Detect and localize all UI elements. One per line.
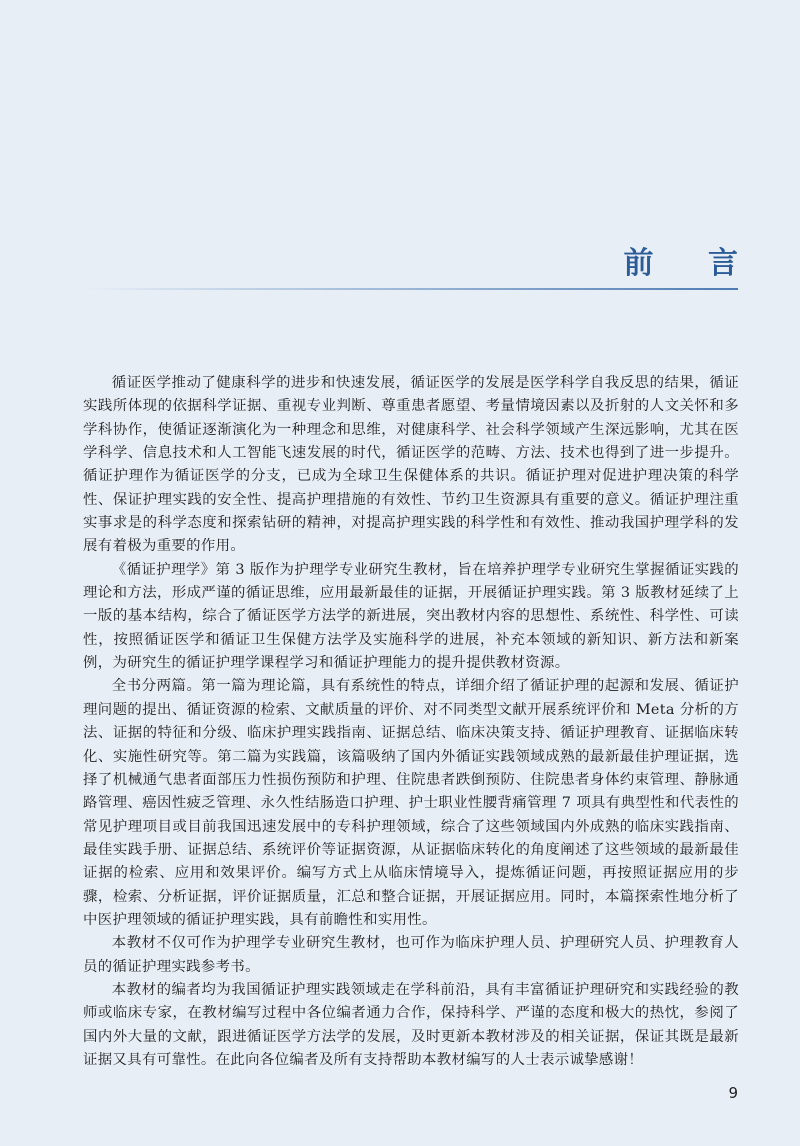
paragraph-5: 本教材的编者均为我国循证护理实践领域走在学科前沿，具有丰富循证护理研究和实践经验的教师或临床专家，在教材编写过程中各位编者通力合作，保持科学、严谨的态度和极大的热忱，参阅了国内外大量的文献，跟进循证医学方法学的发展，及时更新本教材涉及的相关证据，保证其既是最新证据又具有可靠性。在此向各位编者及所有支持帮助本教材编写的人士表示诚挚感谢！ — [83, 981, 739, 1068]
paragraph-3: 全书分两篇。第一篇为理论篇，具有系统性的特点，详细介绍了循证护理的起源和发展、循证护理问题的提出、循证资源的检索、文献质量的评价、对不同类型文献开展系统评价和 Meta 分析的方法、证据的特征和分级、临床护理实践指南、证据总结、临床决策支持、循证护理教育、证据临床转化、实施性研究等。第二篇为实践篇，该篇吸纳了国内外循证实践领域成熟的最新最佳护理证据，选择了机械通气患者面部压力性损伤预防和护理、住院患者跌倒预防、住院患者身体约束管理、静脉通路管理、癌因性疲乏管理、永久性结肠造口护理、护士职业性腰背痛管理 7 项具有典型性和代表性的常见护理项目或目前我国迅速发展中的专科护理领域，综合了这些领域国内外成熟的临床实践指南、最佳实践手册、证据总结、系统评价等证据资源，从证据临床转化的角度阐述了这些领域的最新最佳证据的检索、应用和效果评价。编写方式上从临床情境导入，提炼循证问题，再按照证据应用的步骤，检索、分析证据，评价证据质量，汇总和整合证据，开展证据应用。同时，本篇探索性地分析了中医护理领域的循证护理实践，具有前瞻性和实用性。 — [83, 678, 739, 928]
paragraph-4: 本教材不仅可作为护理学专业研究生教材，也可作为临床护理人员、护理研究人员、护理教育人员的循证护理实践参考书。 — [83, 935, 739, 975]
preface-body — [83, 372, 739, 1072]
title-divider — [83, 288, 738, 290]
page-number: 9 — [728, 1084, 738, 1102]
paragraph-1: 循证医学推动了健康科学的进步和快速发展，循证医学的发展是医学科学自我反思的结果，循证实践所体现的依据科学证据、重视专业判断、尊重患者愿望、考量情境因素以及折射的人文关怀和多学科协作，使循证逐渐演化为一种理念和思维，对健康科学、社会科学领域产生深远影响，尤其在医学科学、信息技术和人工智能飞速发展的时代，循证医学的范畴、方法、技术也得到了进一步提升。循证护理作为循证医学的分支，已成为全球卫生保健体系的共识。循证护理对促进护理决策的科学性、保证护理实践的安全性、提高护理措施的有效性、节约卫生资源具有重要的意义。循证护理注重实事求是的科学态度和探索钻研的精神，对提高护理实践的科学性和有效性、推动我国护理学科的发展有着极为重要的作用。 — [83, 375, 739, 555]
page-title: 前 言 — [623, 246, 760, 281]
paragraph-2: 《循证护理学》第 3 版作为护理学专业研究生教材，旨在培养护理学专业研究生掌握循证实践的理论和方法，形成严谨的循证思维，应用最新最佳的证据，开展循证护理实践。第 3 版教材延续了上一版的基本结构，综合了循证医学方法学的新进展，突出教材内容的思想性、系统性、科学性、可读性，按照循证医学和循证卫生保健方法学及实施科学的进展，补充本领域的新知识、新方法和新案例，为研究生的循证护理学课程学习和循证护理能力的提升提供教材资源。 — [83, 561, 739, 672]
